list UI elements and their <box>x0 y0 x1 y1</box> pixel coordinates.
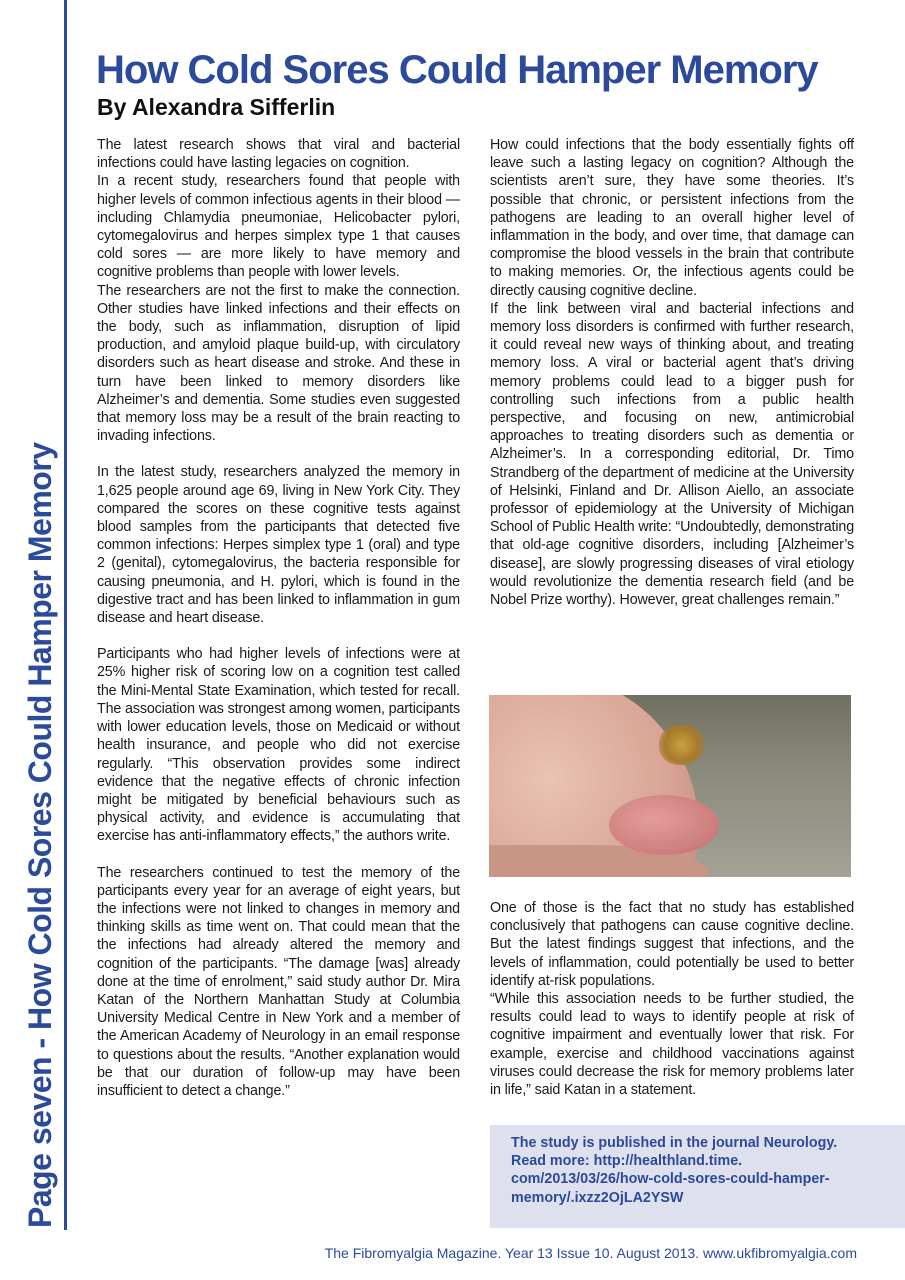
source-info-box <box>490 1125 905 1228</box>
article-title: How Cold Sores Could Hamper Memory <box>96 48 818 92</box>
paragraph: The researchers are not the first to make the connection. Other studies have linked infections and their effects on the body, such as inflammation, disruption of lipid production, and amyloid plaque build-up, with circulatory disorders such as heart disease and stroke. And these in turn have been linked to memory disorders like Alzheimer’s and dementia. Some studies even suggested that memory loss may be a result of the brain reacting to invading infections. <box>97 282 460 445</box>
photo-cold-sore <box>659 725 704 765</box>
right-column-top <box>490 136 854 609</box>
left-column <box>97 136 460 1100</box>
paragraph: If the link between viral and bacterial infections and memory loss disorders is confirmed with further research, it could reveal new ways of thinking about, and treating memory loss. A viral or bacterial agent that’s driving memory problems could lead to a bigger push for controlling such infections from a public health perspective, and focusing on new, antimicrobial approaches to treating disorders such as dementia or Alzheimer’s. In a corresponding editorial, Dr. Timo Strandberg of the department of medicine at the University of Helsinki, Finland and Dr. Allison Aiello, an associate professor of epidemiology at the University of Michigan School of Public Health write: “Undoubtedly, demonstrating that old-age cognitive disorders, including [Alzheimer’s disease], are slowly progressing diseases of viral etiology would revolutionize the dementia research field (and be Nobel Prize worthy). However, great challenges remain.” <box>490 300 854 609</box>
source-link-text[interactable]: The study is published in the journal Neurology. Read more: http://healthland.time. com/2013/03/26/how-cold-sores-could-hamper-memory/.ixzz2OjLA2YSW <box>511 1135 838 1206</box>
cold-sore-photo <box>489 695 851 877</box>
margin-rule <box>64 0 67 1230</box>
side-page-label: Page seven - How Cold Sores Could Hamper Memory <box>22 442 58 1228</box>
paragraph: The researchers continued to test the memory of the participants every year for an average of eight years, but the infections were not linked to changes in memory and thinking skills as time went on. That could mean that the the infections had already altered the memory and cognition of the participants. “The damage [was] already done at the time of enrolment,” said study author Dr. Mira Katan of the Northern Manhattan Study at Columbia University Medical Centre in New York and a member of the American Academy of Neurology in an email response to questions about the results. “Another explanation would be that our duration of follow-up may have been insufficient to detect a change.” <box>97 864 460 1099</box>
paragraph: Participants who had higher levels of infections were at 25% higher risk of scoring low on a cognition test called the Mini-Mental State Examination, which tested for recall. The association was strongest among women, participants with lower education levels, those on Medicaid or without health insurance, and people who did not exercise regularly. “This observation provides some indirect evidence that the negative effects of chronic infection might be mitigated by beneficial behaviours such as physical activity, and evidence is accumulating that exercise has anti-inflammatory effects,” the authors write. <box>97 646 460 845</box>
paragraph: “While this association needs to be further studied, the results could lead to ways to identify people at risk of cognitive impairment and eventually lower that risk. For example, exercise and childhood vaccinations against viruses could decrease the risk for memory problems later in life,” said Katan in a statement. <box>490 991 854 1099</box>
right-column-bottom <box>490 899 854 1099</box>
article-byline: By Alexandra Sifferlin <box>97 94 336 120</box>
page-footer: The Fibromyalgia Magazine. Year 13 Issue 10. August 2013. www.ukfibromyalgia.com <box>324 1245 857 1261</box>
paragraph: The latest research shows that viral and bacterial infections could have lasting legacies on cognition. <box>97 137 460 172</box>
paragraph: One of those is the fact that no study has established conclusively that pathogens can cause cognitive decline. But the latest findings suggest that infections, and the levels of inflammation, could potentially be used to better identify at-risk populations. <box>490 900 854 989</box>
paragraph: In the latest study, researchers analyzed the memory in 1,625 people around age 69, living in New York City. They compared the scores on these cognitive tests against blood samples from the participants that detected five common infections: Herpes simplex type 1 (oral) and type 2 (genital), cytomegalovirus, the bacteria responsible for causing pneumonia, and H. pylori, which is found in the digestive tract and has been linked to inflammation in gum disease and heart disease. <box>97 464 460 627</box>
photo-lip <box>609 795 719 855</box>
paragraph: In a recent study, researchers found that people with higher levels of common infectious agents in their blood — including Chlamydia pneumoniae, Helicobacter pylori, cytomegalovirus and herpes simplex type 1 that causes cold sores — are more likely to have memory and cognitive problems than people with lower levels. <box>97 173 460 281</box>
paragraph: How could infections that the body essentially fights off leave such a lasting legacy on cognition? Although the scientists aren’t sure, they have some theories. It’s possible that chronic, or persistent infections from the pathogens are leading to an overall higher level of inflammation in the body, and over time, that damage can compromise the blood vessels in the brain that contribute to making memories. Or, the infectious agents could be directly causing cognitive decline. <box>490 137 854 299</box>
